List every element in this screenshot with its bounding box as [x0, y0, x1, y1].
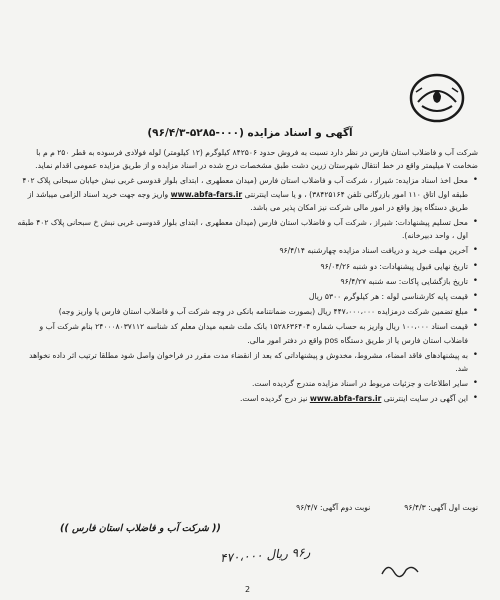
- website-link-2[interactable]: www.abfa-fars.ir: [309, 394, 382, 404]
- conditions-list: [14, 174, 478, 405]
- list-item-document-location: • محل اخذ اسناد مزایده: شیراز ، شرکت آب و فاضلاب استان فارس (میدان معطهری ، ابتدای بلوار قدوسی غربی نبش خیابان سبحانی پلاک ۴۰۲ طبقه اول اتاق ۱۱۰ امور بازرگانی تلفن ۳۸۴۲۵۱۶۴) ، و یا سایت اینترنتی www.abfa-fars.ir واریز وجه جهت خرید اسناد الزامی میباشد از طریق دستگاه پوز واقع در امور مالی شرکت نیز امکان پذیر می باشد.: [14, 174, 478, 214]
- list-item-opening-date: • تاریخ بازگشایی پاکات: سه شنبه ۹۶/۴/۲۷: [14, 275, 478, 288]
- list-item-other-info: • سایر اطلاعات و جزئیات مربوط در اسناد مزایده مندرج گردیده است.: [14, 377, 478, 390]
- first-publish-date: نوبت اول آگهی: ۹۶/۴/۳: [404, 503, 478, 512]
- page-number: 2: [245, 585, 251, 594]
- handwritten-note: ۴۷۰،۰۰۰ ر۹۶ ریال: [219, 544, 311, 566]
- second-publish-date: نوبت دوم آگهی: ۹۶/۴/۷: [296, 503, 371, 512]
- list-item-document-price: • قیمت اسناد ۱۰۰،۰۰۰ ریال واریز به حساب شماره ۱۵۲۸۶۳۶۴۰۴ بانک ملت شعبه میدان معلم کد شناسه ۲۴۰۰۰۸۰۳۷۱۱۲ بنام شرکت آب و فاضلاب استان فارس یا از طریق دستگاه pos واقع در دفتر امور مالی.: [14, 320, 478, 346]
- notice-title: آگهی و اسناد مزایده (۰۰۰-۵۲۸۵-۹۶/۴/۳): [147, 127, 353, 139]
- list-item-invalid-bids: • به پیشنهادهای فاقد امضاء، مشروط، مخدوش و پیشنهاداتی که بعد از انقضاء مدت مقرر در فراخوان واصل شود مطلقا ترتیب اثر داده نخواهد شد.: [14, 349, 478, 375]
- abfa-logo-icon: [408, 72, 466, 124]
- intro-paragraph: شرکت آب و فاضلاب استان فارس در نظر دارد نسبت به فروش حدود ۸۴۲۵۰۶ کیلوگرم (۱۲ کیلومتر) لوله فولادی فرسوده به قطر ۲۵۰ م م با ضخامت ۷ میلیمتر واقع در خط انتقال شهرستان زرین دشت طبق مشخصات درج شده در اسناد مزایده و از طریق مزایده عمومی اقدام نماید.: [35, 148, 478, 171]
- publish-dates: [296, 503, 478, 512]
- list-item-website: • این آگهی در سایت اینترنتی www.abfa-fars.ir نیز درج گردیده است.: [14, 392, 478, 405]
- notice-body: [14, 146, 478, 408]
- website-link[interactable]: www.abfa-fars.ir: [170, 189, 243, 199]
- list-item-submission-location: • محل تسلیم پیشنهادات: شیراز ، شرکت آب و فاضلاب استان فارس (میدان معطهری ، ابتدای بلوار قدوسی غربی نبش خ سبحانی پلاک ۴۰۲ طبقه اول ، واحد دبیرخانه).: [14, 216, 478, 242]
- list-item-deadline-documents: • آخرین مهلت خرید و دریافت اسناد مزایده چهارشنبه ۹۶/۴/۱۴: [14, 244, 478, 257]
- list-item-base-price: • قیمت پایه کارشناسی لوله : هر کیلوگرم ۵۳۰۰ ریال: [14, 290, 478, 303]
- signature-scribble-icon: [380, 560, 420, 580]
- list-item-deadline-bids: • تاریخ نهایی قبول پیشنهادات: دو شنبه ۹۶/۰۴/۲۶: [14, 260, 478, 273]
- company-signature: (( شرکت آب و فاضلاب استان فارس )): [60, 523, 221, 534]
- list-item-guarantee: • مبلغ تضمین شرکت درمزایده ۴۴۷،۰۰۰،۰۰۰ ریال (بصورت ضمانتنامه بانکی در وجه شرکت آب و فاضلاب استان فارس یا واریز وجه): [14, 305, 478, 318]
